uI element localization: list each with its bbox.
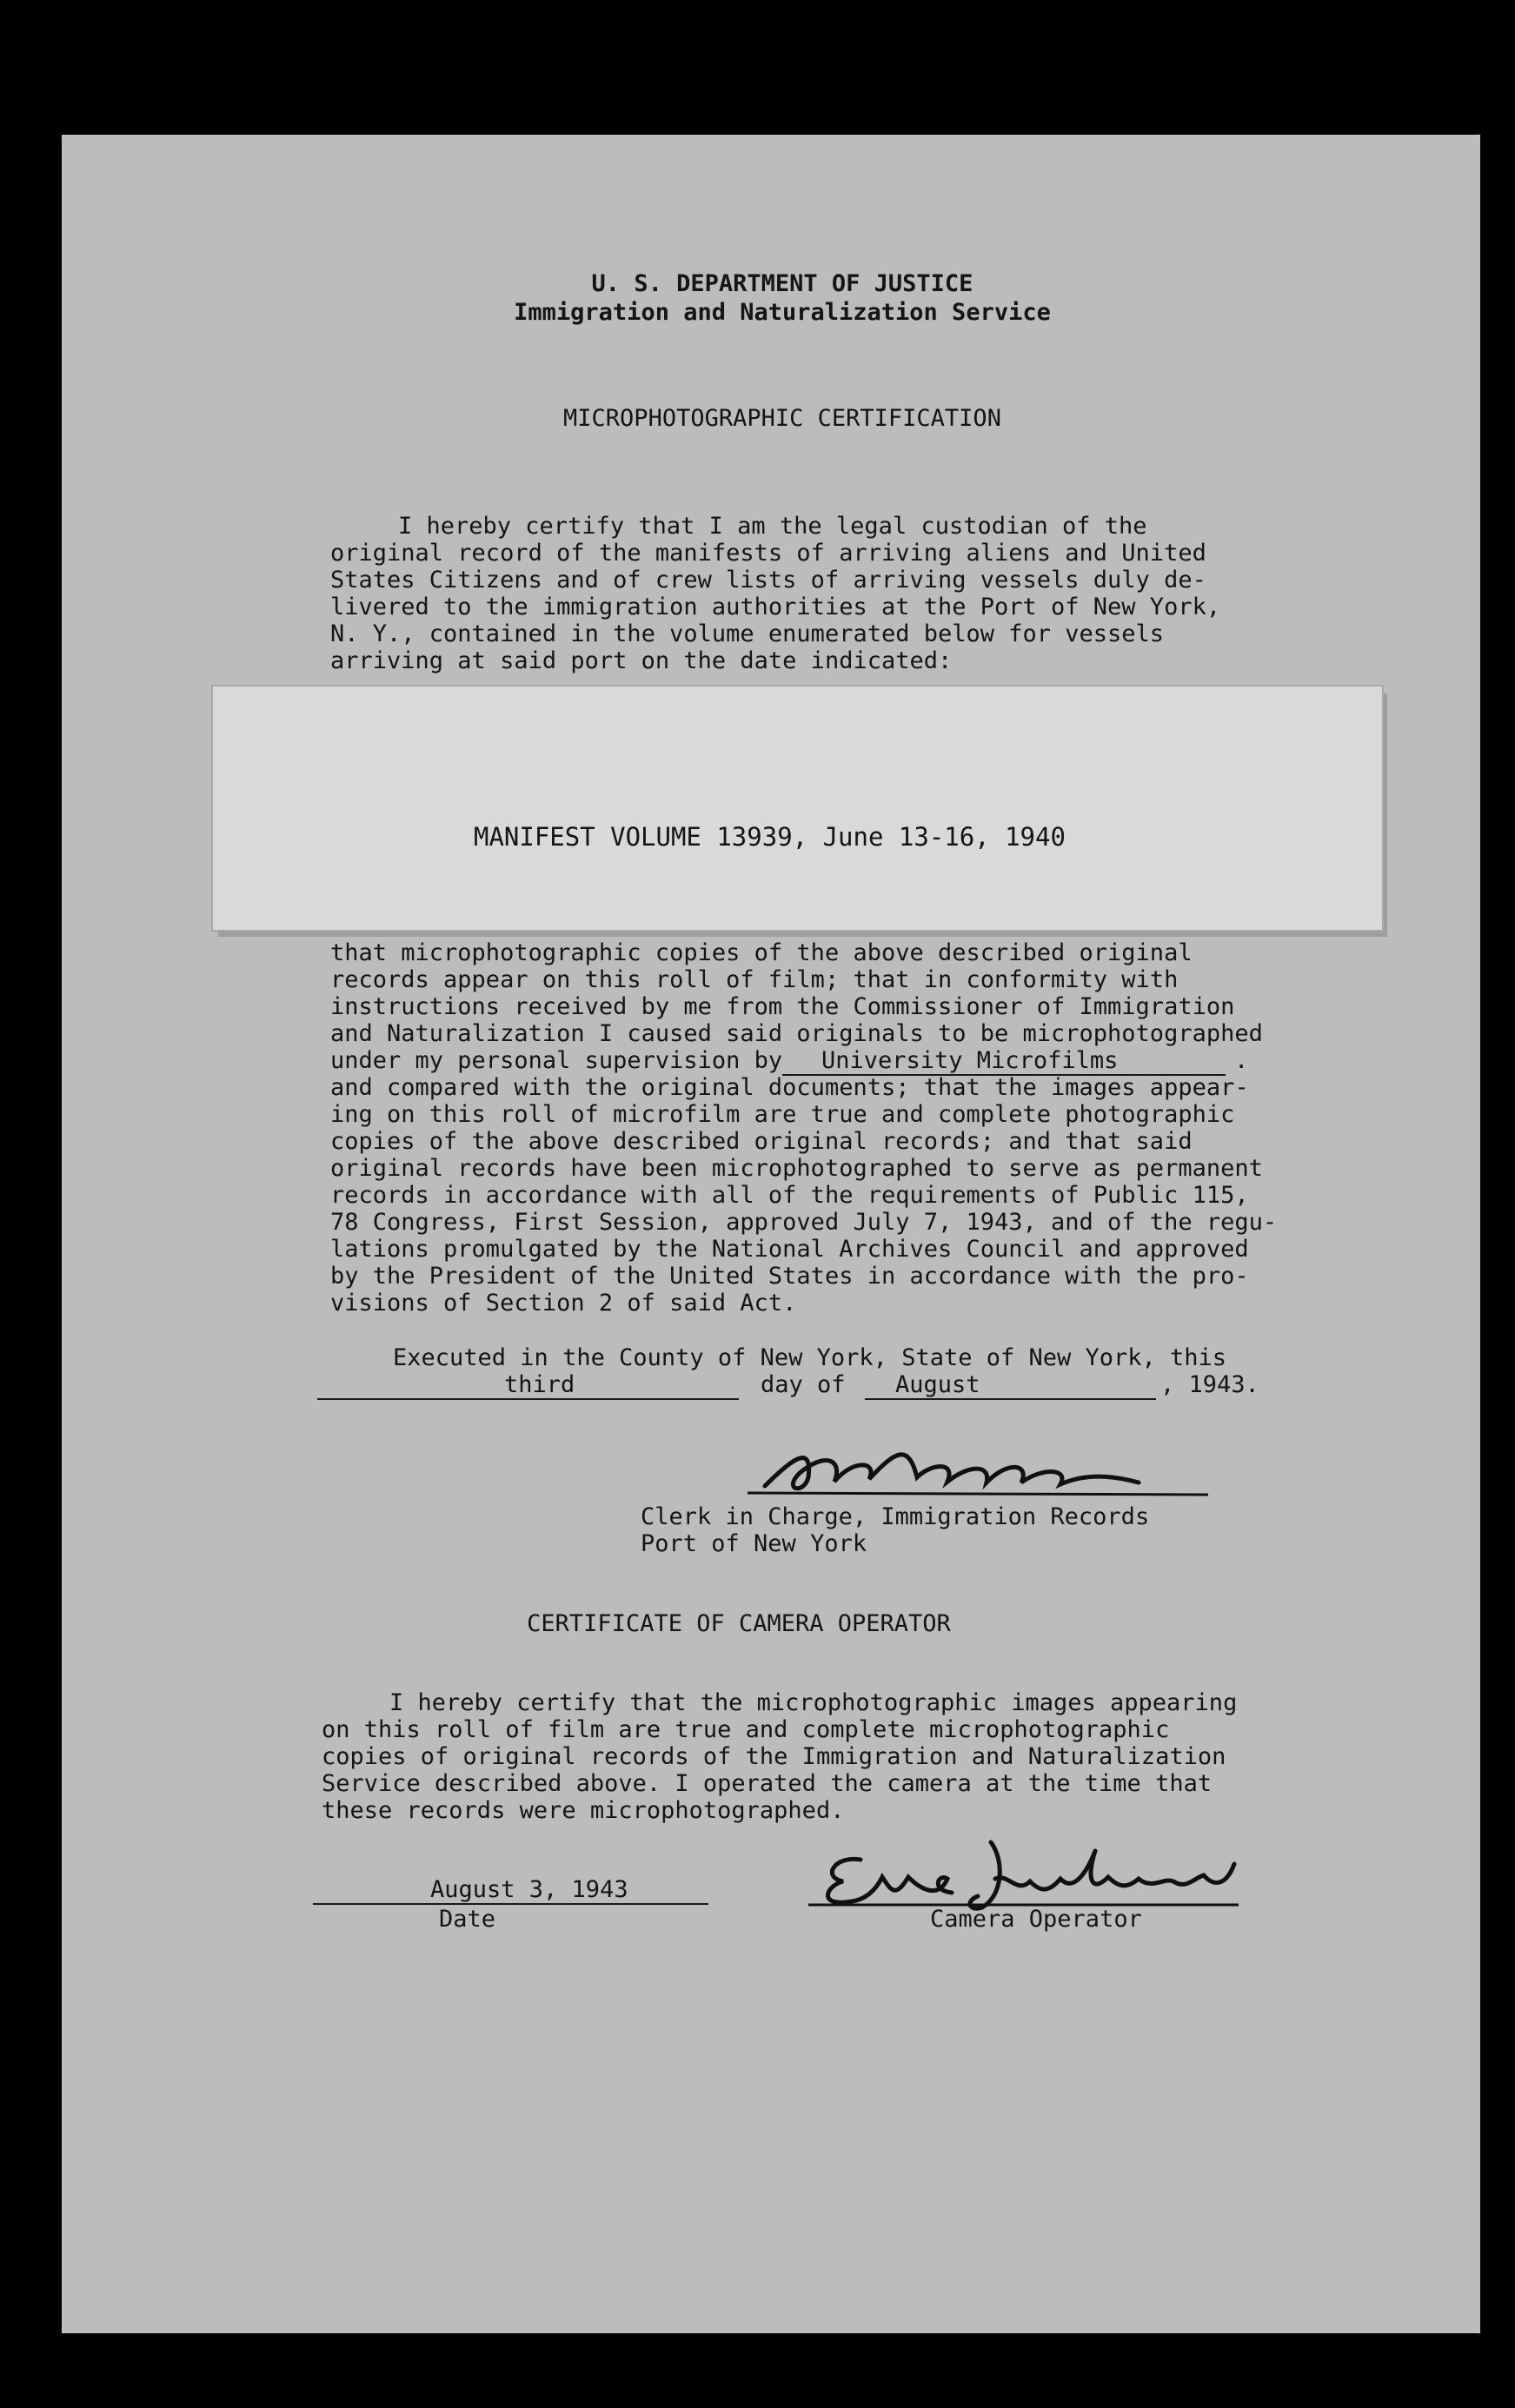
body-line: ing on this roll of microfilm are true and complete photographic (330, 1101, 1235, 1128)
intro-line: N. Y., contained in the volume enumerated below for vessels (330, 620, 1165, 647)
body-line: by the President of the United States in accordance with the pro- (330, 1263, 1249, 1290)
intro-line: livered to the immigration authorities at the Port of New York, (330, 594, 1221, 620)
body-line: and Naturalization I caused said originals to be microphotographed (330, 1020, 1263, 1047)
manifest-volume-slip (213, 687, 1382, 930)
body-line: visions of Section 2 of said Act. (330, 1290, 797, 1317)
body-line: lations promulgated by the National Archives Council and approved (330, 1236, 1249, 1263)
body-line: records in accordance with all of the requirements of Public 115, (330, 1182, 1249, 1209)
clerk-signature (730, 1425, 1217, 1503)
intro-line: States Citizens and of crew lists of arriving vessels duly de- (330, 567, 1206, 594)
operator-signature (808, 1825, 1243, 1912)
intro-line: I hereby certify that I am the legal custodian of the (398, 513, 1147, 540)
body-line: under my personal supervision by (330, 1047, 783, 1074)
body-line: and compared with the original documents; that the images appear- (330, 1074, 1249, 1101)
executed-year: , 1943. (1160, 1371, 1259, 1398)
body-line: records appear on this roll of film; that in conformity with (330, 966, 1179, 993)
body-line: copies of the above described original records; and that said (330, 1128, 1193, 1155)
camera-certificate-title: CERTIFICATE OF CAMERA OPERATOR (527, 1610, 951, 1637)
supervisor-period: . (1234, 1047, 1249, 1074)
camera-line: I hereby certify that the microphotographic images appearing (389, 1689, 1238, 1716)
clerk-title: Clerk in Charge, Immigration Records (641, 1503, 1150, 1530)
department-heading: U. S. DEPARTMENT OF JUSTICE (591, 270, 973, 297)
camera-line: these records were microphotographed. (322, 1797, 845, 1824)
supervisor-name: University Microfilms (821, 1047, 1119, 1074)
camera-line: on this roll of film are true and complete microphotographic (322, 1716, 1170, 1743)
intro-line: arriving at said port on the date indicated: (330, 647, 953, 674)
executed-month: August (895, 1371, 980, 1398)
manifest-volume-text: MANIFEST VOLUME 13939, June 13-16, 1940 (474, 822, 1066, 852)
document-title: MICROPHOTOGRAPHIC CERTIFICATION (563, 405, 1001, 432)
executed-line: Executed in the County of New York, State of New York, this (393, 1344, 1227, 1371)
date-underline (313, 1903, 708, 1905)
executed-day-of: day of (761, 1371, 846, 1398)
service-heading: Immigration and Naturalization Service (514, 299, 1051, 326)
camera-line: copies of original records of the Immigration and Naturalization (322, 1743, 1226, 1770)
camera-line: Service described above. I operated the camera at the time that (322, 1770, 1213, 1797)
executed-day: third (504, 1371, 575, 1398)
date-value: August 3, 1943 (430, 1876, 628, 1903)
date-label: Date (439, 1906, 496, 1933)
intro-line: original record of the manifests of arriving aliens and United (330, 540, 1206, 567)
clerk-port: Port of New York (641, 1530, 867, 1557)
body-line: original records have been microphotographed to serve as permanent (330, 1155, 1263, 1182)
body-line: 78 Congress, First Session, approved July 7, 1943, and of the regu- (330, 1209, 1278, 1236)
operator-label: Camera Operator (930, 1906, 1142, 1933)
body-line: that microphotographic copies of the above described original (330, 939, 1193, 966)
body-line: instructions received by me from the Commissioner of Immigration (330, 993, 1235, 1020)
